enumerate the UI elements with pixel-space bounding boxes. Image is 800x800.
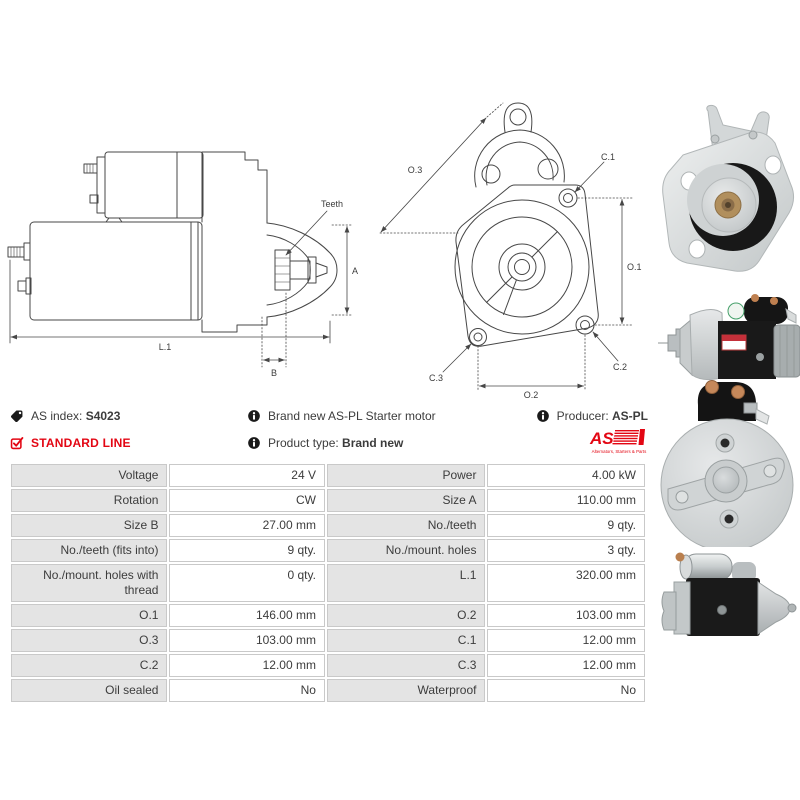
aspl-logo-text: AS: [590, 429, 614, 448]
spec-value-cell: 146.00 mm: [169, 604, 324, 627]
label-c2: C.2: [613, 362, 628, 372]
label-c3: C.3: [429, 373, 444, 383]
dimension-o1: [578, 198, 632, 325]
spec-label-cell: L.1: [327, 564, 486, 602]
spec-value-cell: 0 qty.: [169, 564, 324, 602]
solenoid-front-outline: [475, 130, 565, 187]
teeth-leader-line: [286, 211, 327, 255]
spec-value-cell: 103.00 mm: [169, 629, 324, 652]
spec-label-cell: Oil sealed: [11, 679, 167, 702]
spec-value-cell: 24 V: [169, 464, 324, 487]
c1-leader: [575, 162, 604, 192]
spec-label-cell: No./mount. holes with thread: [11, 564, 167, 602]
label-teeth: Teeth: [321, 199, 344, 209]
spec-table: [9, 462, 647, 704]
spec-label-cell: C.1: [327, 629, 486, 652]
front-view-diagram: [370, 90, 662, 408]
spec-value-cell: 9 qty.: [169, 539, 324, 562]
spec-row: [11, 464, 645, 487]
spec-label-cell: Power: [327, 464, 486, 487]
product-type-text: Product type: Brand new: [268, 436, 404, 450]
spec-label-cell: No./teeth (fits into): [11, 539, 167, 562]
spec-label-cell: No./mount. holes: [327, 539, 486, 562]
product-photo-side-right[interactable]: [658, 548, 800, 645]
spec-row: [11, 539, 645, 562]
c2-leader: [593, 332, 618, 361]
brand-new-text: Brand new AS-PL Starter motor: [268, 409, 436, 423]
spec-value-cell: 27.00 mm: [169, 514, 324, 537]
spec-label-cell: Waterproof: [327, 679, 486, 702]
spec-row: [11, 564, 645, 602]
spec-row: [11, 514, 645, 537]
as-index-text: AS index: S4023: [31, 409, 121, 423]
spec-value-cell: No: [487, 679, 645, 702]
standard-line-text: STANDARD LINE: [31, 436, 131, 450]
standard-line-badge: [10, 435, 131, 451]
spec-value-cell: 12.00 mm: [169, 654, 324, 677]
spec-value-cell: 9 qty.: [487, 514, 645, 537]
spec-row: [11, 629, 645, 652]
label-o2: O.2: [523, 390, 539, 400]
spec-label-cell: No./teeth: [327, 514, 486, 537]
spec-row: [11, 679, 645, 702]
drive-housing-outline: [202, 152, 267, 332]
spec-value-cell: No: [169, 679, 324, 702]
top-tab-outline: [504, 103, 532, 132]
spec-value-cell: 3 qty.: [487, 539, 645, 562]
spec-value-cell: 12.00 mm: [487, 629, 645, 652]
spec-row: [11, 654, 645, 677]
spec-value-cell: CW: [169, 489, 324, 512]
spec-label-cell: Rotation: [11, 489, 167, 512]
label-l1: L.1: [158, 342, 172, 352]
label-o3: O.3: [407, 165, 423, 175]
product-photo-side-left[interactable]: [656, 291, 800, 382]
tag-icon: [10, 409, 24, 423]
spec-label-cell: Size A: [327, 489, 486, 512]
label-a: A: [352, 266, 359, 276]
spec-label-cell: C.2: [11, 654, 167, 677]
product-type-line: [247, 435, 403, 451]
producer-text: Producer: AS-PL: [556, 409, 648, 423]
label-c1: C.1: [601, 152, 616, 162]
info-icon: [247, 436, 261, 450]
dimension-o2: [478, 335, 585, 391]
spec-row: [11, 604, 645, 627]
c3-leader: [443, 344, 471, 372]
producer-line: [536, 408, 648, 424]
check-square-icon: [10, 436, 24, 450]
spec-value-cell: 110.00 mm: [487, 489, 645, 512]
info-icon: [247, 409, 261, 423]
label-o1: O.1: [627, 262, 642, 272]
brand-new-line: [247, 408, 436, 424]
spec-value-cell: 103.00 mm: [487, 604, 645, 627]
spec-label-cell: Size B: [11, 514, 167, 537]
spec-label-cell: O.2: [327, 604, 486, 627]
dimension-a: [332, 225, 352, 315]
spec-value-cell: 12.00 mm: [487, 654, 645, 677]
spec-label-cell: C.3: [327, 654, 486, 677]
spec-table-body: [11, 464, 645, 702]
label-b: B: [270, 368, 278, 378]
mounting-holes: [470, 189, 595, 346]
spec-value-cell: 4.00 kW: [487, 464, 645, 487]
spec-label-cell: O.3: [11, 629, 167, 652]
side-view-diagram: [5, 95, 360, 385]
aspl-logo: [588, 427, 650, 459]
bearing-circles: [455, 200, 589, 334]
spec-label-cell: O.1: [11, 604, 167, 627]
product-photo-rear[interactable]: [656, 379, 800, 547]
as-index-line: [10, 408, 120, 424]
solenoid-outline: [84, 152, 203, 222]
spec-label-cell: Voltage: [11, 464, 167, 487]
motor-body-outline: [30, 222, 202, 320]
spec-value-cell: 320.00 mm: [487, 564, 645, 602]
info-icon: [536, 409, 550, 423]
pinion-outline: [275, 250, 327, 290]
terminal-studs: [8, 243, 31, 294]
spec-row: [11, 489, 645, 512]
product-photo-front[interactable]: [653, 103, 800, 303]
aspl-logo-tagline: Alternators, Starters & Parts: [591, 449, 647, 454]
